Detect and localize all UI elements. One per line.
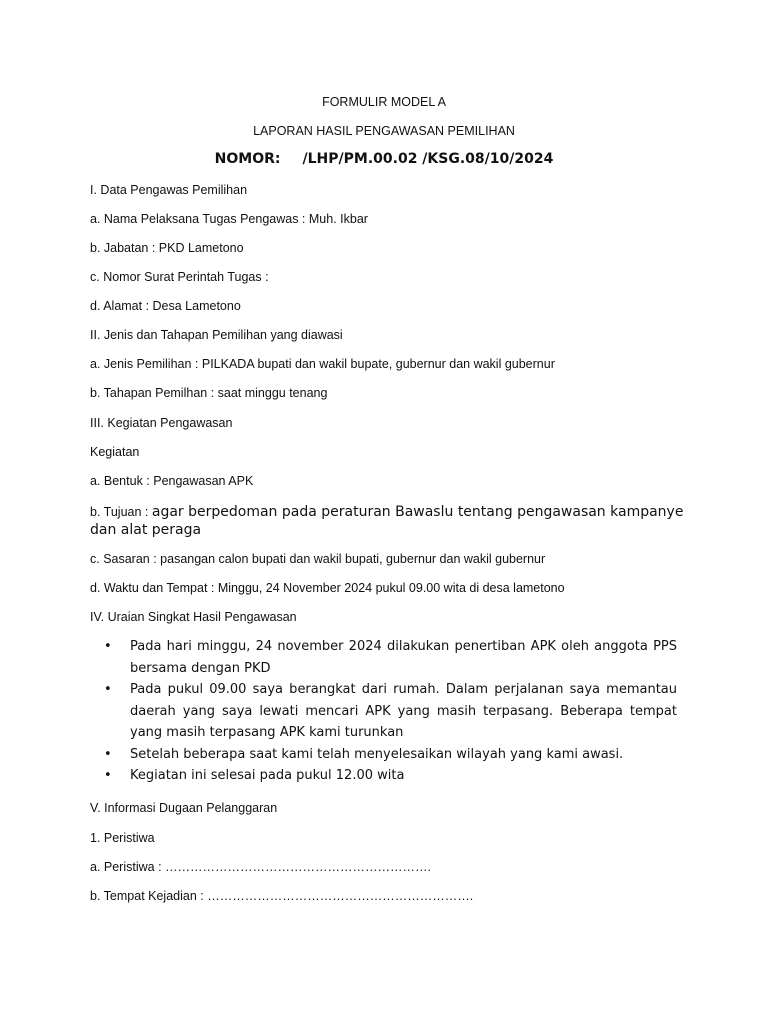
pengawas-name: a. Nama Pelaksana Tugas Pengawas : Muh. Ikbar [90,212,368,226]
kegiatan-label: Kegiatan [90,445,140,459]
section4-heading: IV. Uraian Singkat Hasil Pengawasan [90,610,297,624]
waktu-tempat: d. Waktu dan Tempat : Minggu, 24 November 2024 pukul 09.00 wita di desa lametono [90,581,565,595]
jenis-pemilihan: a. Jenis Pemilihan : PILKADA bupati dan wakil bupate, gubernur dan wakil gubernur [90,357,555,371]
sasaran-kegiatan: c. Sasaran : pasangan calon bupati dan wakil bupati, gubernur dan wakil gubernur [90,552,546,566]
pengawas-alamat: d. Alamat : Desa Lametono [90,299,241,313]
bullet-icon: • [104,768,112,783]
bullet-icon: • [104,682,112,697]
list-item-text: Pada pukul 09.00 saya berangkat dari rumah. Dalam perjalanan saya memantau daerah yang saya lewati mencari APK yang masih terpasang. Beberapa tempat yang masih terpasang APK kami turunkan [130,682,677,740]
tujuan-label: b. Tujuan : [90,505,149,519]
tujuan-kegiatan [90,503,690,539]
nomor-value: /LHP/PM.00.02 /KSG.08/10/2024 [302,151,554,167]
nomor-surat-tugas: c. Nomor Surat Perintah Tugas : [90,270,269,284]
tahapan-pemilihan: b. Tahapan Pemilhan : saat minggu tenang [90,386,328,400]
form-title: FORMULIR MODEL A [322,95,446,109]
hasil-pengawasan-list [104,636,677,787]
list-item-text: Kegiatan ini selesai pada pukul 12.00 wita [130,768,405,783]
bentuk-kegiatan: a. Bentuk : Pengawasan APK [90,474,254,488]
document-number [0,150,768,168]
peristiwa-subheading: 1. Peristiwa [90,831,155,845]
tempat-kejadian-field: b. Tempat Kejadian : ………………………………………………………. [90,889,474,903]
section3-heading: III. Kegiatan Pengawasan [90,416,233,430]
bullet-icon: • [104,746,112,762]
list-item-text: Pada hari minggu, 24 november 2024 dilakukan penertiban APK oleh anggota PPS bersama dengan PKD [130,639,677,676]
list-item [104,679,677,744]
tujuan-value: agar berpedoman pada peraturan Bawaslu tentang pengawasan kampanye dan alat peraga [90,504,684,538]
list-item-text: Setelah beberapa saat kami telah menyelesaikan wilayah yang kami awasi. [130,746,624,762]
list-item [104,765,677,787]
section5-heading: V. Informasi Dugaan Pelanggaran [90,801,278,815]
peristiwa-field: a. Peristiwa : ………………………………………………………. [90,860,431,874]
pengawas-jabatan: b. Jabatan : PKD Lametono [90,241,244,255]
list-item [104,636,677,679]
section2-heading: II. Jenis dan Tahapan Pemilihan yang diawasi [90,328,343,342]
nomor-label: NOMOR: [214,151,281,167]
list-item [104,744,677,766]
report-title: LAPORAN HASIL PENGAWASAN PEMILIHAN [253,124,515,138]
section1-heading: I. Data Pengawas Pemilihan [90,183,248,197]
bullet-icon: • [104,639,112,654]
